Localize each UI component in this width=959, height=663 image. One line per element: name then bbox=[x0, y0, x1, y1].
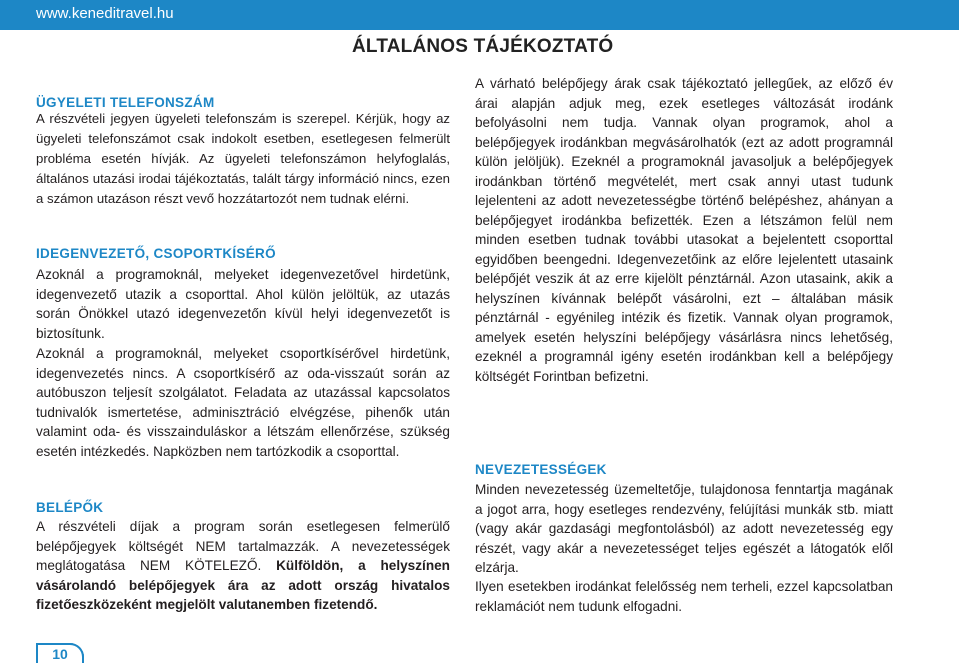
page-number: 10 bbox=[36, 643, 84, 663]
belepok-bold-text: Külföldön, a helyszínen vásárolandó belépőjegyek ára az adott ország hivatalos fizetőeszközeként megjelölt valutanemben fizetendő. bbox=[36, 558, 450, 613]
para-nevezetessegek-1: Minden nevezetesség üzemeltetője, tulajdonosa fenntartja magának a jogot arra, hogy esetleges rendezvény, felújítási munkák stb. miatt (vagy akár gazdasági megfontolásból) az adott nevezetesség egy részét, vagy akár a nevezetességet teljes egészét a látogatók elől elzárja. bbox=[475, 482, 893, 575]
para-belepok bbox=[36, 517, 450, 615]
para-ugyeleti: A részvételi jegyen ügyeleti telefonszám is szerepel. Kérjük, hogy az ügyeleti telefonszámot csak indokolt esetben, esetlegesen felmerült probléma esetén hívják. Az ügyeleti telefonszámon helyfoglalás, általános utazási irodai tájékoztatás, talált tárgy információ nincs, ezen a számon utazáson részt vevő hozzátartozót nem tudnak elérni. bbox=[36, 111, 450, 206]
section-title-belepok: BELÉPŐK bbox=[36, 500, 104, 515]
section-title-nevezetessegek: NEVEZETESSÉGEK bbox=[475, 462, 607, 477]
section-title-ugyeleti: ÜGYELETI TELEFONSZÁM bbox=[36, 95, 215, 110]
belepok-text: A részvételi díjak a program során esetlegesen felmerülő belépőjegyek költségét NEM tartalmazzák. A nevezetességek meglátogatása NEM KÖTELEZŐ. bbox=[36, 519, 450, 574]
page-number-tab bbox=[36, 643, 84, 663]
section-title-idegenvezeto: IDEGENVEZETŐ, CSOPORTKÍSÉRŐ bbox=[36, 246, 276, 261]
para-idegenvezeto-2: Azoknál a programoknál, melyeket csoportkísérővel hirdetünk, idegenvezetés nincs. A csoportkísérő az oda-visszaút során az autóbuszon teljesít szolgálatot. Feladata az utazással kapcsolatos tudnivalók ismertetése, adminisztráció elvégzése, pihenők után valamint oda- és visszainduláskor a létszám ellenőrzése, szükség esetén intézkedés. Napközben nem tartózkodik a csoporttal. bbox=[36, 346, 450, 459]
para-belepo-arak: A várható belépőjegy árak csak tájékoztató jellegűek, az előző év árai alapján adjuk meg, ezek esetleges változását irodánk befolyásolni nem tudja. Vannak olyan programok, ahol a belépőjegyek irodánkban megvásárolhatók (ezt az adott programnál külön jelöljük). Ezeknél a programoknál javasoljuk a belépőjegyek irodánkban történő megvételét, mert csak annyi utast tudunk lejelenteni az adott nevezetességbe történő belépéshez, ahányan a belépőjegyet irodánkba befizették. Ezen a létszámon felül nem minden esetben tudnak további utasokat a bejelentett csoporttal egyidőben beengedni. Idegenvezetőink az előre lejelentett utasaink belépőjét veszik át az erre kijelölt pénztárnál. Azon utasaink, akik a helyszínen kívánnak belépőt vásárolni, ezt – általában másik pénztárnál - egyénileg intézik és fizetik. Vannak olyan programok, amelyek esetén helyszíni belépőjegy vásárlásra nincs lehetőség, ezeknél a programnál igény esetén irodánkban kell a belépőjegy költségét Forintban befizetni. bbox=[475, 76, 893, 384]
para-nevezetessegek-2: Ilyen esetekben irodánkat felelősség nem terheli, ezzel kapcsolatban reklamációt nem tudunk elfogadni. bbox=[475, 579, 893, 614]
top-bar bbox=[0, 0, 959, 30]
para-idegenvezeto-1: Azoknál a programoknál, melyeket idegenvezetővel hirdetünk, idegenvezető utazik a csoporttal. Ahol külön jelöltük, az utazás során Önökkel utazó idegenvezetőn kívül helyi idegenvezetőt is biztosítunk. bbox=[36, 267, 450, 341]
site-url[interactable]: www.keneditravel.hu bbox=[36, 5, 174, 22]
page-title: ÁLTALÁNOS TÁJÉKOZTATÓ bbox=[352, 36, 614, 57]
